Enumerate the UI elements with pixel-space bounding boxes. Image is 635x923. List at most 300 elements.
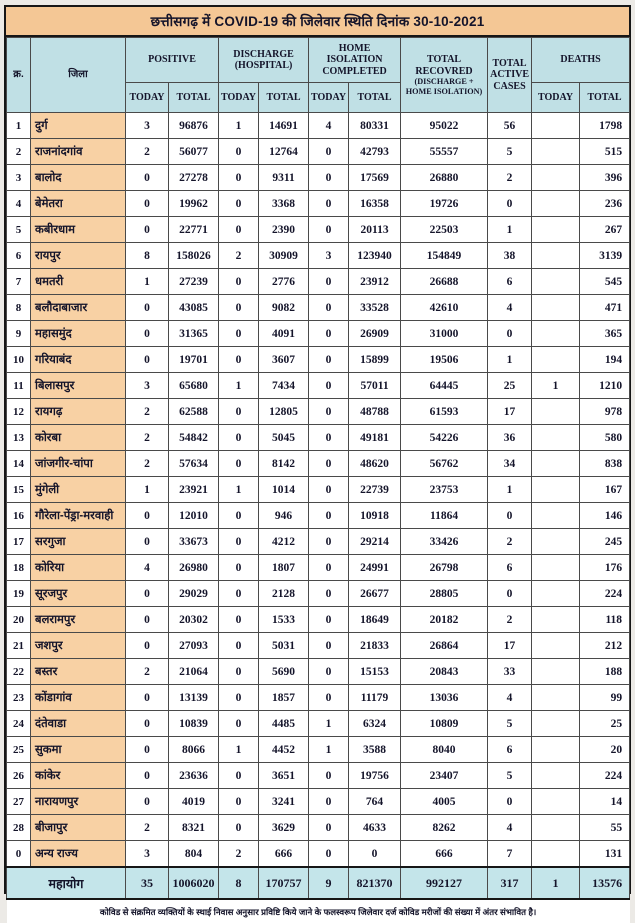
total-recovered: 992127 (401, 867, 488, 899)
table-row (7, 139, 630, 165)
value-cell: 24991 (349, 555, 401, 581)
value-cell: 3629 (259, 815, 309, 841)
value-cell: 8040 (401, 737, 488, 763)
district-name-cell: सरगुजा (31, 529, 126, 555)
value-cell: 212 (580, 633, 630, 659)
value-cell: 0 (488, 789, 532, 815)
value-cell: 0 (126, 217, 169, 243)
value-cell: 0 (309, 321, 349, 347)
value-cell: 0 (309, 763, 349, 789)
subheader-positive-total: TOTAL (169, 83, 219, 113)
table-row (7, 607, 630, 633)
value-cell: 0 (126, 633, 169, 659)
value-cell: 4 (488, 295, 532, 321)
value-cell: 56762 (401, 451, 488, 477)
value-cell: 55 (580, 815, 630, 841)
value-cell: 0 (309, 165, 349, 191)
col-header-discharge-line2: (HOSPITAL) (234, 60, 293, 71)
value-cell: 0 (309, 191, 349, 217)
value-cell: 4452 (259, 737, 309, 763)
table-row (7, 581, 630, 607)
total-positive-total: 1006020 (169, 867, 219, 899)
district-name-cell: गौरेला-पेंड्रा-मरवाही (31, 503, 126, 529)
value-cell: 1533 (259, 607, 309, 633)
value-cell: 33426 (401, 529, 488, 555)
serial-cell: 12 (7, 399, 31, 425)
district-name-cell: कबीरधाम (31, 217, 126, 243)
serial-cell: 23 (7, 685, 31, 711)
value-cell: 1 (309, 737, 349, 763)
value-cell (532, 451, 580, 477)
table-row (7, 503, 630, 529)
table-row (7, 191, 630, 217)
value-cell: 0 (219, 659, 259, 685)
value-cell: 3588 (349, 737, 401, 763)
total-discharge-total: 170757 (259, 867, 309, 899)
value-cell: 8066 (169, 737, 219, 763)
value-cell (532, 399, 580, 425)
table-row (7, 425, 630, 451)
value-cell: 1 (126, 269, 169, 295)
value-cell (532, 347, 580, 373)
value-cell: 666 (401, 841, 488, 868)
value-cell: 4091 (259, 321, 309, 347)
value-cell: 5 (488, 139, 532, 165)
value-cell: 0 (219, 711, 259, 737)
value-cell: 48620 (349, 451, 401, 477)
value-cell: 62588 (169, 399, 219, 425)
total-positive-today: 35 (126, 867, 169, 899)
value-cell: 0 (309, 451, 349, 477)
value-cell: 26909 (349, 321, 401, 347)
value-cell: 19506 (401, 347, 488, 373)
value-cell: 54226 (401, 425, 488, 451)
value-cell: 0 (126, 529, 169, 555)
value-cell: 4 (488, 815, 532, 841)
value-cell: 2 (488, 529, 532, 555)
value-cell: 245 (580, 529, 630, 555)
value-cell: 57011 (349, 373, 401, 399)
value-cell: 13036 (401, 685, 488, 711)
value-cell: 224 (580, 763, 630, 789)
value-cell: 1 (219, 477, 259, 503)
value-cell: 20113 (349, 217, 401, 243)
value-cell: 6 (488, 269, 532, 295)
value-cell: 0 (219, 685, 259, 711)
value-cell: 20182 (401, 607, 488, 633)
value-cell: 154849 (401, 243, 488, 269)
serial-cell: 2 (7, 139, 31, 165)
value-cell: 23921 (169, 477, 219, 503)
serial-cell: 18 (7, 555, 31, 581)
value-cell: 0 (219, 165, 259, 191)
value-cell: 12010 (169, 503, 219, 529)
value-cell: 1 (309, 711, 349, 737)
total-home-today: 9 (309, 867, 349, 899)
col-header-active-line2: ACTIVE (490, 69, 529, 81)
col-header-recovered-line4: HOME ISOLATION) (405, 86, 483, 96)
value-cell (532, 607, 580, 633)
value-cell: 23636 (169, 763, 219, 789)
value-cell: 4633 (349, 815, 401, 841)
district-name-cell: धमतरी (31, 269, 126, 295)
value-cell: 2 (126, 659, 169, 685)
value-cell: 3368 (259, 191, 309, 217)
value-cell: 23407 (401, 763, 488, 789)
value-cell: 9311 (259, 165, 309, 191)
district-name-cell: कोंडागांव (31, 685, 126, 711)
value-cell (532, 477, 580, 503)
value-cell: 0 (309, 841, 349, 868)
serial-cell: 11 (7, 373, 31, 399)
value-cell: 0 (126, 295, 169, 321)
value-cell: 0 (219, 529, 259, 555)
district-name-cell: कोरिया (31, 555, 126, 581)
value-cell: 3 (126, 841, 169, 868)
value-cell: 36 (488, 425, 532, 451)
value-cell: 33673 (169, 529, 219, 555)
district-name-cell: बालोद (31, 165, 126, 191)
value-cell: 118 (580, 607, 630, 633)
value-cell: 0 (309, 477, 349, 503)
serial-cell: 15 (7, 477, 31, 503)
grand-total-label: महायोग (7, 867, 126, 899)
value-cell: 11179 (349, 685, 401, 711)
district-name-cell: बीजापुर (31, 815, 126, 841)
table-row (7, 659, 630, 685)
total-discharge-today: 8 (219, 867, 259, 899)
table-row (7, 841, 630, 868)
value-cell: 4485 (259, 711, 309, 737)
subheader-home-total: TOTAL (349, 83, 401, 113)
district-name-cell: राजनांदगांव (31, 139, 126, 165)
table-row (7, 763, 630, 789)
value-cell: 2 (126, 815, 169, 841)
serial-cell: 1 (7, 113, 31, 139)
value-cell: 3139 (580, 243, 630, 269)
value-cell: 61593 (401, 399, 488, 425)
value-cell: 0 (126, 737, 169, 763)
value-cell: 0 (219, 607, 259, 633)
value-cell: 8142 (259, 451, 309, 477)
value-cell: 6 (488, 737, 532, 763)
district-name-cell: बलौदाबाजार (31, 295, 126, 321)
value-cell: 167 (580, 477, 630, 503)
value-cell: 2 (488, 607, 532, 633)
district-name-cell: महासमुंद (31, 321, 126, 347)
value-cell: 946 (259, 503, 309, 529)
value-cell: 0 (309, 295, 349, 321)
col-header-recovered-line2: RECOVRED (415, 65, 473, 77)
table-row (7, 711, 630, 737)
table-row (7, 451, 630, 477)
value-cell: 0 (488, 503, 532, 529)
value-cell: 20302 (169, 607, 219, 633)
value-cell: 0 (219, 789, 259, 815)
serial-cell: 6 (7, 243, 31, 269)
value-cell (532, 503, 580, 529)
value-cell: 1 (488, 477, 532, 503)
value-cell: 17569 (349, 165, 401, 191)
value-cell: 1 (219, 113, 259, 139)
serial-cell: 16 (7, 503, 31, 529)
value-cell: 0 (219, 321, 259, 347)
value-cell: 5 (488, 763, 532, 789)
subheader-deaths-today: TODAY (532, 83, 580, 113)
value-cell: 0 (219, 347, 259, 373)
value-cell: 158026 (169, 243, 219, 269)
total-deaths-today: 1 (532, 867, 580, 899)
value-cell: 0 (309, 685, 349, 711)
value-cell: 34 (488, 451, 532, 477)
value-cell (532, 659, 580, 685)
value-cell: 1857 (259, 685, 309, 711)
value-cell: 96876 (169, 113, 219, 139)
total-deaths-total: 13576 (580, 867, 630, 899)
value-cell: 4 (309, 113, 349, 139)
table-body (7, 113, 630, 868)
table-row (7, 815, 630, 841)
col-header-serial: क्र. (7, 38, 31, 113)
value-cell: 49181 (349, 425, 401, 451)
value-cell (532, 711, 580, 737)
value-cell: 0 (219, 633, 259, 659)
table-row (7, 165, 630, 191)
value-cell: 26864 (401, 633, 488, 659)
value-cell: 20843 (401, 659, 488, 685)
total-home-total: 821370 (349, 867, 401, 899)
value-cell (532, 139, 580, 165)
value-cell: 2 (126, 399, 169, 425)
value-cell: 0 (309, 503, 349, 529)
value-cell: 396 (580, 165, 630, 191)
district-name-cell: सुकमा (31, 737, 126, 763)
col-header-home-line1: HOME ISOLATION (326, 42, 383, 66)
value-cell: 0 (309, 139, 349, 165)
value-cell: 8 (126, 243, 169, 269)
value-cell: 1798 (580, 113, 630, 139)
covid-district-table (6, 37, 630, 923)
value-cell: 0 (126, 789, 169, 815)
table-row (7, 373, 630, 399)
value-cell (532, 243, 580, 269)
value-cell: 1 (488, 347, 532, 373)
district-name-cell: बलरामपुर (31, 607, 126, 633)
subheader-home-today: TODAY (309, 83, 349, 113)
value-cell: 0 (219, 763, 259, 789)
value-cell: 4019 (169, 789, 219, 815)
value-cell: 26688 (401, 269, 488, 295)
value-cell: 3 (126, 113, 169, 139)
value-cell: 1807 (259, 555, 309, 581)
footer-note: कोविड से संक्रमित व्यक्तियों के स्थाई निवास अनुसार प्रविष्टि किये जाने के फलस्वरूप जिलेवार दर्ज कोविड मरीजों की संख्या में अंतर संभावित है। (7, 899, 630, 923)
value-cell: 131 (580, 841, 630, 868)
value-cell: 14 (580, 789, 630, 815)
value-cell: 31365 (169, 321, 219, 347)
value-cell: 10918 (349, 503, 401, 529)
value-cell: 42610 (401, 295, 488, 321)
col-header-discharge (219, 38, 309, 83)
value-cell: 56 (488, 113, 532, 139)
table-row (7, 633, 630, 659)
value-cell: 2390 (259, 217, 309, 243)
value-cell (532, 113, 580, 139)
value-cell (532, 581, 580, 607)
district-name-cell: कोरबा (31, 425, 126, 451)
value-cell: 0 (488, 191, 532, 217)
serial-cell: 10 (7, 347, 31, 373)
value-cell: 838 (580, 451, 630, 477)
value-cell: 2 (126, 425, 169, 451)
serial-cell: 14 (7, 451, 31, 477)
value-cell: 95022 (401, 113, 488, 139)
value-cell: 64445 (401, 373, 488, 399)
value-cell: 0 (126, 685, 169, 711)
value-cell: 21064 (169, 659, 219, 685)
value-cell: 0 (309, 555, 349, 581)
district-name-cell: नारायणपुर (31, 789, 126, 815)
serial-cell: 19 (7, 581, 31, 607)
value-cell: 224 (580, 581, 630, 607)
serial-cell: 8 (7, 295, 31, 321)
value-cell: 0 (309, 789, 349, 815)
value-cell: 26880 (401, 165, 488, 191)
value-cell: 0 (309, 347, 349, 373)
value-cell: 0 (219, 451, 259, 477)
value-cell: 8262 (401, 815, 488, 841)
value-cell: 14691 (259, 113, 309, 139)
serial-cell: 22 (7, 659, 31, 685)
value-cell: 27093 (169, 633, 219, 659)
value-cell: 6 (488, 555, 532, 581)
value-cell: 1 (219, 373, 259, 399)
serial-cell: 13 (7, 425, 31, 451)
district-name-cell: दंतेवाडा (31, 711, 126, 737)
value-cell: 7434 (259, 373, 309, 399)
value-cell: 0 (219, 399, 259, 425)
value-cell: 176 (580, 555, 630, 581)
value-cell: 3 (309, 243, 349, 269)
value-cell (532, 815, 580, 841)
value-cell: 5690 (259, 659, 309, 685)
serial-cell: 3 (7, 165, 31, 191)
value-cell: 3651 (259, 763, 309, 789)
table-row (7, 243, 630, 269)
district-name-cell: कांकेर (31, 763, 126, 789)
col-header-home-isolation (309, 38, 401, 83)
value-cell: 764 (349, 789, 401, 815)
district-name-cell: सूरजपुर (31, 581, 126, 607)
district-name-cell: जांजगीर-चांपा (31, 451, 126, 477)
value-cell: 17 (488, 399, 532, 425)
value-cell: 236 (580, 191, 630, 217)
value-cell: 0 (219, 425, 259, 451)
value-cell (532, 191, 580, 217)
value-cell: 26980 (169, 555, 219, 581)
value-cell: 56077 (169, 139, 219, 165)
covid-report-sheet (4, 5, 631, 917)
value-cell: 12764 (259, 139, 309, 165)
value-cell: 23912 (349, 269, 401, 295)
value-cell: 0 (126, 191, 169, 217)
serial-cell: 21 (7, 633, 31, 659)
value-cell: 29214 (349, 529, 401, 555)
value-cell: 0 (219, 139, 259, 165)
table-row (7, 555, 630, 581)
serial-cell: 17 (7, 529, 31, 555)
total-active-cases: 317 (488, 867, 532, 899)
value-cell: 19756 (349, 763, 401, 789)
value-cell: 38 (488, 243, 532, 269)
value-cell (532, 529, 580, 555)
value-cell: 4212 (259, 529, 309, 555)
page-title: छत्तीसगढ़ में COVID-19 की जिलेवार स्थिति दिनांक 30-10-2021 (6, 7, 629, 37)
col-header-active-line3: CASES (493, 80, 526, 92)
value-cell: 0 (126, 347, 169, 373)
value-cell: 0 (309, 269, 349, 295)
table-row (7, 295, 630, 321)
value-cell: 666 (259, 841, 309, 868)
district-name-cell: रायगढ़ (31, 399, 126, 425)
value-cell: 0 (349, 841, 401, 868)
value-cell: 194 (580, 347, 630, 373)
value-cell: 25 (580, 711, 630, 737)
table-header (7, 38, 630, 113)
col-header-active-cases (488, 38, 532, 113)
value-cell: 15899 (349, 347, 401, 373)
value-cell: 0 (219, 295, 259, 321)
value-cell: 19726 (401, 191, 488, 217)
value-cell: 12805 (259, 399, 309, 425)
serial-cell: 0 (7, 841, 31, 868)
value-cell: 1210 (580, 373, 630, 399)
value-cell: 57634 (169, 451, 219, 477)
subheader-discharge-today: TODAY (219, 83, 259, 113)
value-cell (532, 217, 580, 243)
value-cell: 0 (309, 607, 349, 633)
value-cell: 27278 (169, 165, 219, 191)
value-cell: 1014 (259, 477, 309, 503)
serial-cell: 26 (7, 763, 31, 789)
value-cell (532, 789, 580, 815)
table-row (7, 113, 630, 139)
district-name-cell: गरियाबंद (31, 347, 126, 373)
value-cell: 42793 (349, 139, 401, 165)
value-cell: 804 (169, 841, 219, 868)
value-cell: 17 (488, 633, 532, 659)
value-cell (532, 425, 580, 451)
value-cell: 43085 (169, 295, 219, 321)
value-cell: 31000 (401, 321, 488, 347)
value-cell: 0 (309, 581, 349, 607)
value-cell: 25 (488, 373, 532, 399)
col-header-active-line1: TOTAL (492, 57, 527, 69)
value-cell: 3607 (259, 347, 309, 373)
value-cell: 27239 (169, 269, 219, 295)
value-cell: 33 (488, 659, 532, 685)
col-header-district: जिला (31, 38, 126, 113)
value-cell: 10809 (401, 711, 488, 737)
district-name-cell: जशपुर (31, 633, 126, 659)
value-cell (532, 737, 580, 763)
value-cell: 0 (126, 711, 169, 737)
table-row (7, 789, 630, 815)
value-cell: 19701 (169, 347, 219, 373)
value-cell: 2 (219, 243, 259, 269)
value-cell: 1 (126, 477, 169, 503)
value-cell: 0 (219, 555, 259, 581)
value-cell: 21833 (349, 633, 401, 659)
